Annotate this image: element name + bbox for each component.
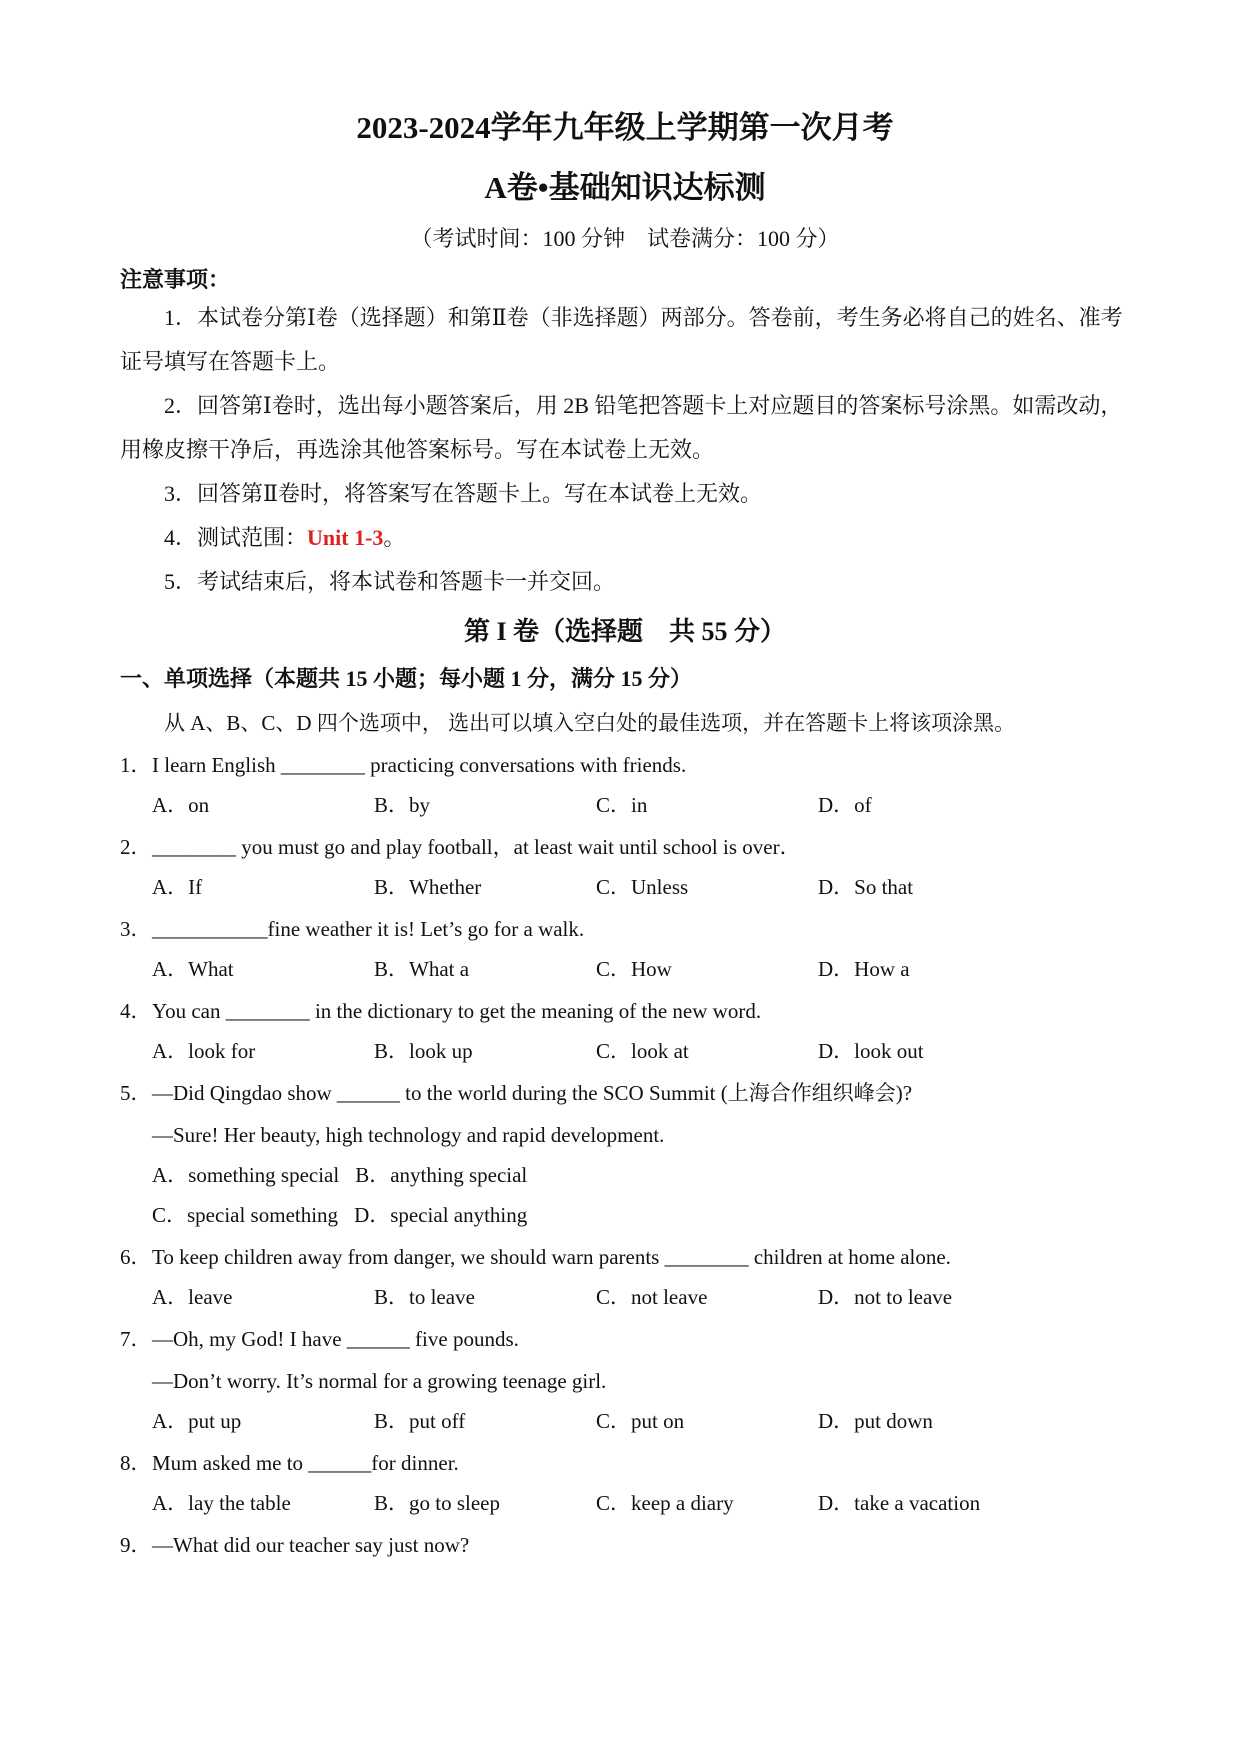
question-number: 1． [120, 753, 152, 777]
option-d: D．How a [818, 957, 910, 981]
question-7-options [120, 1406, 1130, 1436]
question-text: Mum asked me to ______for dinner. [152, 1451, 459, 1475]
option-c: C．in [596, 793, 648, 817]
note-item-5: 5．考试结束后，将本试卷和答题卡一并交回。 [164, 569, 616, 594]
question-5-options-row-2 [120, 1200, 1130, 1230]
question-number: 9． [120, 1533, 152, 1557]
question-7 [120, 1324, 1130, 1354]
question-6 [120, 1242, 1130, 1272]
question-8-options [120, 1488, 1130, 1518]
question-text: —Did Qingdao show ______ to the world during the SCO Summit (上海合作组织峰会)? [152, 1081, 913, 1105]
exam-time-info: （考试时间：100 分钟 试卷满分：100 分） [410, 226, 840, 251]
option-d: D．not to leave [818, 1285, 953, 1309]
option-b: B．Whether [374, 875, 482, 899]
question-1 [120, 750, 1130, 780]
note-item-4-prefix: 4．测试范围： [164, 525, 308, 550]
question-number: 3． [120, 917, 152, 941]
question-text: —What did our teacher say just now? [152, 1533, 470, 1557]
section-1-instruction: 从 A、B、C、D 四个选项中， 选出可以填入空白处的最佳选项，并在答题卡上将该项涂黑。 [164, 711, 1016, 735]
option-b: B．What a [374, 957, 470, 981]
note-item-4 [120, 516, 1130, 560]
option-c: C．How [596, 957, 672, 981]
question-4 [120, 996, 1130, 1026]
option-a: A．What [152, 957, 234, 981]
question-number: 4． [120, 999, 152, 1023]
question-3-options [120, 954, 1130, 984]
question-2-options [120, 872, 1130, 902]
question-number: 7． [120, 1327, 152, 1351]
note-item-1: 1．本试卷分第Ⅰ卷（选择题）和第Ⅱ卷（非选择题）两部分。答卷前，考生务必将自己的姓名、准考证号填写在答题卡上。 [120, 305, 1123, 374]
option-a: A．leave [152, 1285, 233, 1309]
question-text: —Oh, my God! I have ______ five pounds. [152, 1327, 519, 1351]
option-b: B．by [374, 793, 431, 817]
option-a: A．look for [152, 1039, 256, 1063]
option-b: B．look up [374, 1039, 473, 1063]
question-8 [120, 1448, 1130, 1478]
question-7-reply: —Don’t worry. It’s normal for a growing teenage girl. [152, 1369, 607, 1393]
exam-subtitle-title: A卷•基础知识达标测 [484, 170, 766, 205]
test-range: Unit 1-3 [307, 525, 384, 550]
question-2 [120, 832, 1130, 862]
option-c: C．Unless [596, 875, 689, 899]
question-3 [120, 914, 1130, 944]
question-5-reply: —Sure! Her beauty, high technology and rapid development. [152, 1123, 665, 1147]
option-c: C．special something [152, 1203, 339, 1227]
question-text: I learn English ________ practicing conversations with friends. [152, 753, 687, 777]
question-text: ___________fine weather it is! Let’s go for a walk. [152, 917, 585, 941]
part-1-title: 第 I 卷（选择题 共 55 分） [463, 617, 787, 646]
question-5 [120, 1078, 1130, 1108]
option-c: C．put on [596, 1409, 685, 1433]
option-c: C．look at [596, 1039, 689, 1063]
exam-title: 2023-2024学年九年级上学期第一次月考 [356, 110, 894, 145]
question-number: 6． [120, 1245, 152, 1269]
notes-heading: 注意事项： [120, 267, 231, 292]
option-b: B．to leave [374, 1285, 475, 1309]
note-item-2: 2．回答第Ⅰ卷时，选出每小题答案后，用 2B 铅笔把答题卡上对应题目的答案标号涂黑。如需改动，用橡皮擦干净后，再选涂其他答案标号。写在本试卷上无效。 [120, 393, 1123, 462]
question-9 [120, 1530, 1130, 1560]
option-a: A．something special [152, 1163, 340, 1187]
option-d: D．of [818, 793, 872, 817]
question-number: 8． [120, 1451, 152, 1475]
option-a: A．If [152, 875, 203, 899]
question-5-options-row-1 [120, 1160, 1130, 1190]
exam-page [120, 110, 1130, 1560]
option-d: D．put down [818, 1409, 933, 1433]
option-d: D．special anything [354, 1203, 528, 1227]
option-c: C．keep a diary [596, 1491, 734, 1515]
question-1-options [120, 790, 1130, 820]
question-number: 2． [120, 835, 152, 859]
option-d: D．take a vacation [818, 1491, 981, 1515]
option-d: D．look out [818, 1039, 924, 1063]
note-item-3: 3．回答第Ⅱ卷时，将答案写在答题卡上。写在本试卷上无效。 [164, 481, 762, 506]
option-d: D．So that [818, 875, 914, 899]
note-item-4-suffix: 。 [383, 525, 406, 550]
question-4-options [120, 1036, 1130, 1066]
question-6-options [120, 1282, 1130, 1312]
option-b: B．go to sleep [374, 1491, 500, 1515]
option-c: C．not leave [596, 1285, 708, 1309]
option-b: B．anything special [355, 1163, 528, 1187]
question-number: 5． [120, 1081, 152, 1105]
option-b: B．put off [374, 1409, 466, 1433]
question-text: ________ you must go and play football，at least wait until school is over． [152, 835, 801, 859]
question-text: To keep children away from danger, we should warn parents ________ children at home alone. [152, 1245, 951, 1269]
option-a: A．lay the table [152, 1491, 291, 1515]
question-text: You can ________ in the dictionary to get the meaning of the new word. [152, 999, 762, 1023]
option-a: A．put up [152, 1409, 242, 1433]
option-a: A．on [152, 793, 210, 817]
section-1-title: 一、单项选择（本题共 15 小题；每小题 1 分，满分 15 分） [120, 666, 693, 691]
